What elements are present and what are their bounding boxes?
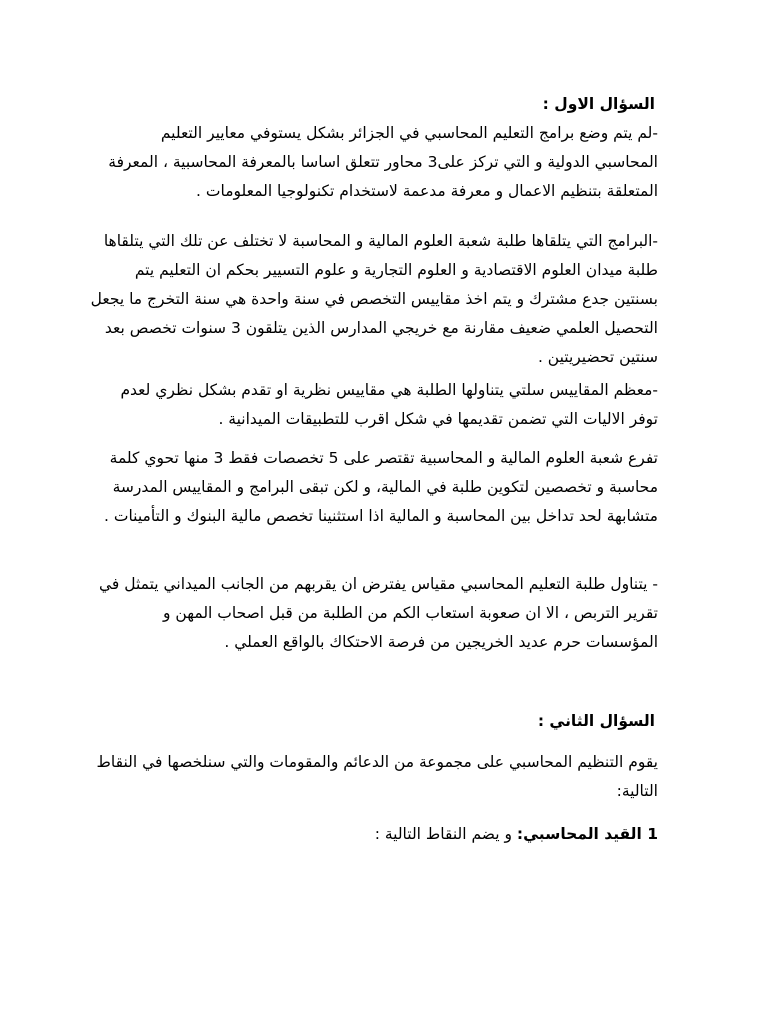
point-1-heading: 1 القيد المحاسبي: — [516, 825, 658, 843]
question-1-paragraph-2: -البرامج التي يتلقاها طلبة شعبة العلوم المالية و المحاسبة لا تختلف عن تلك التي يتلقاها طلبة ميدان العلوم الاقتصادية و العلوم التجارية و علوم التسيير بحكم ان التعليم يتم بسنتين جدع مشترك و يتم اخذ مقاييس التخصص في سنة واحدة هي سنة التخرج ما يجعل التحصيل العلمي ضعيف مقارنة مع خريجي المدارس الذين يتلقون 3 سنوات تخصص بعد سنتين تحضيريتين . — [90, 232, 658, 366]
question-2-intro: يقوم التنظيم المحاسبي على مجموعة من الدعائم والمقومات والتي سنلخصها في النقاط التالية: — [96, 753, 658, 800]
question-1-paragraph-5: - يتناول طلبة التعليم المحاسبي مقياس يفترض ان يقربهم من الجانب الميداني يتمثل في تقرير التربص ، الا ان صعوبة استعاب الكم من الطلبة من قبل اصحاب المهن و المؤسسات حرم عديد الخريجين من فرصة الاحتكاك بالواقع العملي . — [98, 575, 658, 651]
question-1-title: السؤال الاول : — [542, 95, 655, 113]
question-1-paragraph-3: -معظم المقاييس سلتي يتناولها الطلبة هي مقاييس نظرية او تقدم بشكل نظري لعدم توفر الاليات التي تضمن تقديمها في شكل اقرب للتطبيقات الميدانية . — [120, 381, 658, 428]
question-1-paragraph-4: تفرع شعبة العلوم المالية و المحاسبية تقتصر على 5 تخصصات فقط 3 منها تحوي كلمة محاسبة و تخصصين لتكوين طلبة في المالية، و لكن تبقى البرامج و المقاييس المدرسة متشابهة لحد تداخل بين المحاسبة و المالية اذا استثنينا تخصص مالية البنوك و التأمينات . — [104, 449, 658, 525]
question-1-paragraph-1: -لم يتم وضع برامج التعليم المحاسبي في الجزائر بشكل يستوفي معايير التعليم المحاسبي الدولية و التي تركز على3 محاور تتعلق اساسا بالمعرفة المحاسبية ، المعرفة المتعلقة بتنظيم الاعمال و معرفة مدعمة لاستخدام تكنولوجيا المعلومات . — [108, 124, 658, 200]
question-2-point-1 — [88, 820, 658, 849]
point-1-text: و يضم النقاط التالية : — [374, 825, 517, 843]
question-2-title: السؤال الثاني : — [537, 712, 655, 730]
